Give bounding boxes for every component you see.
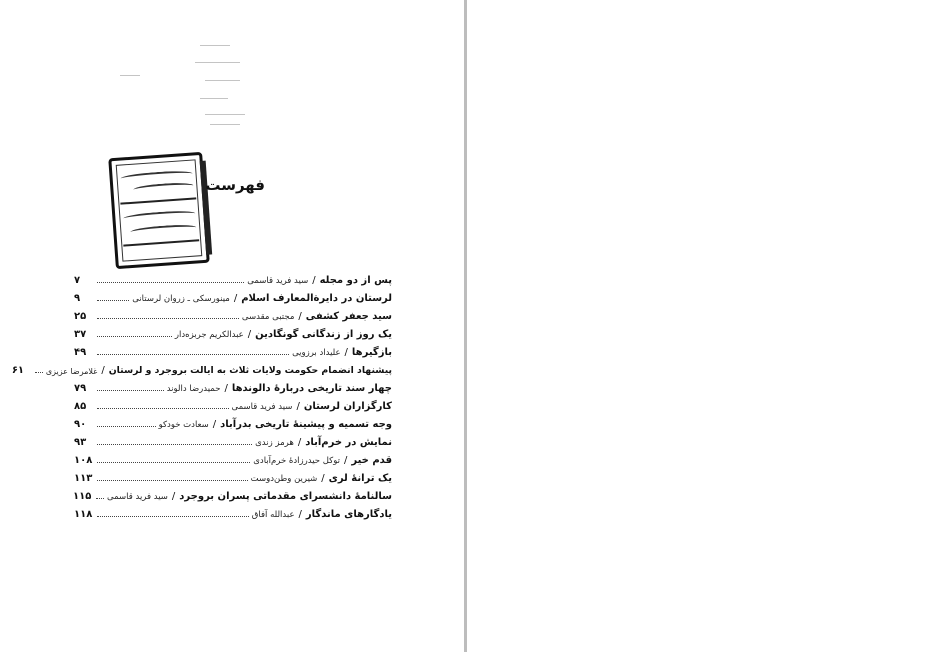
leader-dots xyxy=(97,444,252,445)
toc-entry-title: قدم خیر xyxy=(351,455,392,466)
toc-entry-author: هرمز زندی xyxy=(255,438,294,448)
toc-entry-page: ۹۳ xyxy=(74,437,87,448)
toc-entry-title: پیشنهاد انضمام حکومت ولایات ثلاث به ایالت بروجرد و لرستان xyxy=(108,365,392,376)
scan-mark xyxy=(200,45,230,46)
scan-mark xyxy=(120,75,140,76)
toc-entry-title: چهار سند تاریخی دربارهٔ دالوندها xyxy=(231,383,392,394)
toc-entry-page: ۲۵ xyxy=(74,311,87,322)
toc-entry-author: سید فرید قاسمی xyxy=(247,276,309,286)
leader-dots xyxy=(97,336,172,337)
toc-entry-page: ۷ xyxy=(74,275,81,286)
toc-entry-title: یادگارهای ماندگار xyxy=(305,509,392,520)
toc-entry-title: پس از دو مجله xyxy=(319,275,392,286)
scan-mark xyxy=(210,124,240,125)
toc-entry-page: ۳۷ xyxy=(74,329,87,340)
toc-entry-author: سید فرید قاسمی xyxy=(231,402,293,412)
toc-entry-page: ۶۱ xyxy=(11,365,25,376)
left-page xyxy=(0,0,464,652)
toc-entry-page: ۱۱۵ xyxy=(73,491,92,502)
toc-entry: سید جعفر کشفی / مجتبی مقدسی ۲۵ xyxy=(74,311,392,322)
toc-entry-author: حمیدرضا دالوند xyxy=(166,384,221,394)
toc-entry-author: عبدالله آفاق xyxy=(251,510,295,520)
leader-dots xyxy=(96,498,104,499)
toc-entry: یک روز از زندگانی گونگادین / عبدالکریم جربزه‌دار ۳۷ xyxy=(74,329,392,340)
toc-entry: لرستان در دایرةالمعارف اسلام / مینورسکی ـ زروان لرستانی ۹ xyxy=(74,293,392,304)
toc-entry-author: سعادت خودکو xyxy=(158,420,209,430)
toc-entry-author: غلامرضا عزیزی xyxy=(45,367,98,376)
toc-entry-title: یک ترانهٔ لری xyxy=(328,473,392,484)
toc-entry-page: ۹۰ xyxy=(74,419,87,430)
toc-entry-page: ۸۵ xyxy=(74,401,87,412)
toc-entry: پس از دو مجله / سید فرید قاسمی ۷ xyxy=(74,275,392,286)
scan-mark xyxy=(205,80,240,81)
toc-entry-author: مجتبی مقدسی xyxy=(241,312,295,322)
toc-entry: نمایش در خرم‌آباد / هرمز زندی ۹۳ xyxy=(74,437,392,448)
toc-entry-page: ۴۹ xyxy=(74,347,87,358)
toc-entry-page: ۷۹ xyxy=(74,383,87,394)
table-of-contents xyxy=(11,268,392,520)
toc-entry-author: علیداد برزویی xyxy=(292,348,341,358)
toc-entry: یک ترانهٔ لری / شیرین وطن‌دوست ۱۱۳ xyxy=(74,473,392,484)
toc-entry-title: یک روز از زندگانی گونگادین xyxy=(255,329,392,340)
toc-entry-author: مینورسکی ـ زروان لرستانی xyxy=(132,294,230,304)
toc-entry-title: سید جعفر کشفی xyxy=(305,311,392,322)
toc-entry-page: ۱۰۸ xyxy=(74,455,93,466)
leader-dots xyxy=(97,354,289,355)
leader-dots xyxy=(97,408,229,409)
scan-mark xyxy=(195,62,240,63)
toc-entry-title: وجه تسمیه و پیشینهٔ تاریخی بدرآباد xyxy=(220,419,392,430)
scan-mark xyxy=(205,114,245,115)
toc-entry-title: بازگیرها xyxy=(351,347,392,358)
toc-entry-author: شیرین وطن‌دوست xyxy=(250,474,318,484)
toc-entry-page: ۱۱۸ xyxy=(74,509,93,520)
toc-entry-page: ۹ xyxy=(74,293,81,304)
toc-entry: سالنامهٔ دانشسرای مقدماتی پسران بروجرد / سید فرید قاسمی ۱۱۵ xyxy=(73,491,392,502)
toc-entry: یادگارهای ماندگار / عبدالله آفاق ۱۱۸ xyxy=(74,509,392,520)
toc-entry-title: نمایش در خرم‌آباد xyxy=(305,437,392,448)
page-title: فهرست xyxy=(205,176,265,194)
toc-entry: کارگزاران لرستان / سید فرید قاسمی ۸۵ xyxy=(74,401,392,412)
toc-entry: وجه تسمیه و پیشینهٔ تاریخی بدرآباد / سعادت خودکو ۹۰ xyxy=(74,419,392,430)
leader-dots xyxy=(97,426,156,427)
leader-dots xyxy=(97,390,164,391)
leader-dots xyxy=(97,282,244,283)
toc-entry-title: لرستان در دایرةالمعارف اسلام xyxy=(241,293,392,304)
right-page xyxy=(467,0,933,652)
toc-entry-title: سالنامهٔ دانشسرای مقدماتی پسران بروجرد xyxy=(179,491,392,502)
library-stamp xyxy=(108,152,210,269)
leader-dots xyxy=(97,480,248,481)
toc-entry-title: کارگزاران لرستان xyxy=(303,401,392,412)
toc-entry: قدم خیر / توکل حیدرزادهٔ خرم‌آبادی ۱۰۸ xyxy=(74,455,392,466)
toc-entry-author: توکل حیدرزادهٔ خرم‌آبادی xyxy=(253,456,340,466)
toc-entry: بازگیرها / علیداد برزویی ۴۹ xyxy=(74,347,392,358)
leader-dots xyxy=(97,516,249,517)
toc-entry-page: ۱۱۳ xyxy=(74,473,93,484)
leader-dots xyxy=(35,372,43,373)
toc-entry-author: عبدالکریم جربزه‌دار xyxy=(174,330,244,340)
leader-dots xyxy=(97,462,250,463)
toc-entry-author: سید فرید قاسمی xyxy=(107,492,168,502)
toc-entry: پیشنهاد انضمام حکومت ولایات ثلاث به ایالت بروجرد و لرستان / غلامرضا عزیزی ۶۱ xyxy=(11,365,392,376)
leader-dots xyxy=(97,300,129,301)
toc-entry: چهار سند تاریخی دربارهٔ دالوندها / حمیدرضا دالوند ۷۹ xyxy=(74,383,392,394)
leader-dots xyxy=(97,318,239,319)
scan-mark xyxy=(200,98,228,99)
